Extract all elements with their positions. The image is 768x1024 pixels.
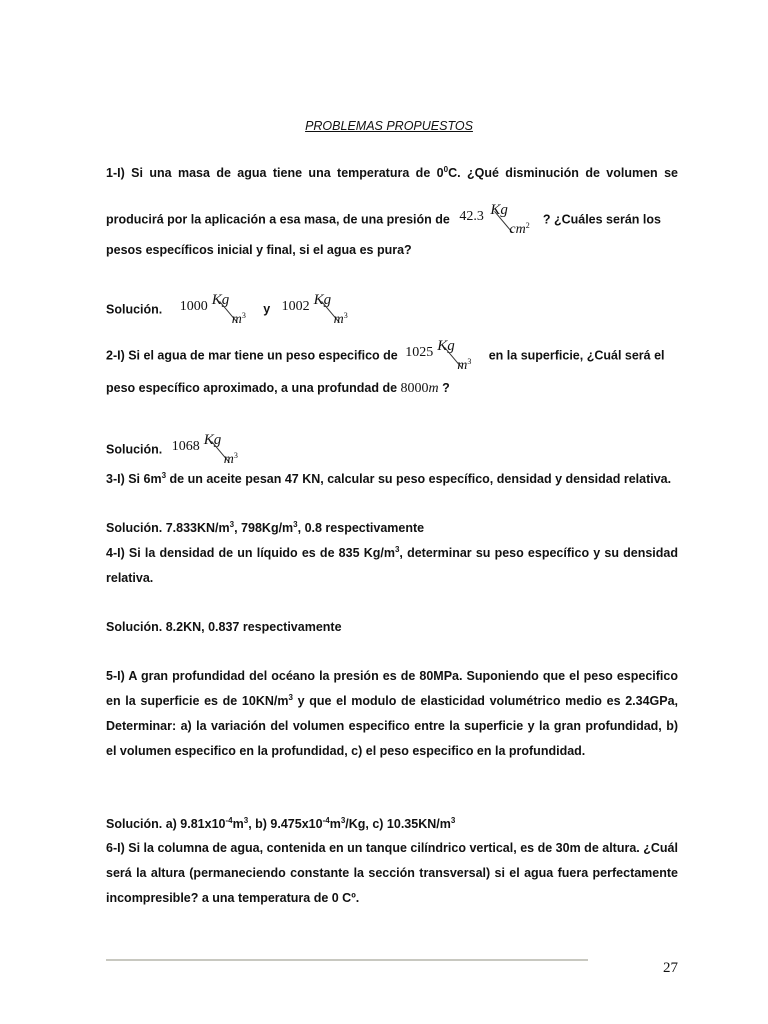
pressure-value: 42.3 Kg $cm^2$ xyxy=(459,202,530,237)
problem-4: 4-I) Si la densidad de un líquido es de 835 $Kg/m^3$, determinar su peso específico y su densidad relativa. xyxy=(106,545,678,585)
problem-5-solution: Solución. a) $9.81x10^{-4}m^3$, b) $9.475x10^{-4}m^3/Kg$, c) $10.35KN/m^3$ xyxy=(106,816,456,831)
solution-value: 1068 Kg $m^3$ xyxy=(171,432,238,467)
problem-6: 6-I) Si la columna de agua, contenida en un tanque cilíndrico vertical, es de 30m de altura. ¿Cuál será la altura (permaneciendo constante la sección transversal) si el agua fuera perfectamente incompresible? a una temperatura de 0 Cº. xyxy=(106,841,678,905)
problem-1-solution: Solución. 1000 Kg $m^3$ y 1002 Kg $m^3$ xyxy=(106,292,678,328)
footer-divider xyxy=(106,959,588,961)
page-number: 27 xyxy=(663,960,678,976)
problem-1-line-3: pesos específicos inicial y final, si el agua es pura? xyxy=(106,243,412,257)
page-title: PROBLEMAS PROPUESTOS xyxy=(305,119,473,133)
seawater-specific-weight: 1025 Kg $m^3$ xyxy=(405,338,472,373)
problem-2-solution: Solución. 1068 Kg $m^3$ xyxy=(106,432,678,468)
problem-1-line-2: producirá por la aplicación a esa masa, de una presión de 42.3 Kg $cm^2$ ? ¿Cuáles serán los xyxy=(106,202,661,237)
problem-1-line-1: 1-I) Si una masa de agua tiene una temperatura de $0^0C$. ¿Qué disminución de volumen se xyxy=(106,165,678,180)
problem-2-line-2: peso específico aproximado, a una profundad de 8000m ? xyxy=(106,381,450,396)
solution-value-1: 1000 Kg $m^3$ xyxy=(179,292,246,327)
problem-4-solution: Solución. 8.2KN, 0.837 respectivamente xyxy=(106,620,342,634)
problem-5: 5-I) A gran profundidad del océano la presión es de 80MPa. Suponiendo que el peso especifico en la superficie es de $10KN/m^3$ y que el modulo de elasticidad volumétrico medio es 2.34GPa, Determinar: a) la variación del volumen especifico entre la superficie y la gran profundidad, b) el volumen especifico en la profundidad, c) el peso especifico en la profundidad. xyxy=(106,669,679,758)
problem-2-line-1: 2-I) Si el agua de mar tiene un peso especifico de 1025 Kg $m^3$ en la superficie, ¿Cuál será el xyxy=(106,338,665,373)
problem-3: 3-I) Si $6m^3$ de un aceite pesan 47 KN, calcular su peso específico, densidad y densidad relativa. xyxy=(106,471,672,486)
problem-3-solution: Solución. $7.833KN/m^3$, $798Kg/m^3$, 0.8 respectivamente xyxy=(106,520,425,535)
solution-value-2: 1002 Kg $m^3$ xyxy=(281,292,348,327)
